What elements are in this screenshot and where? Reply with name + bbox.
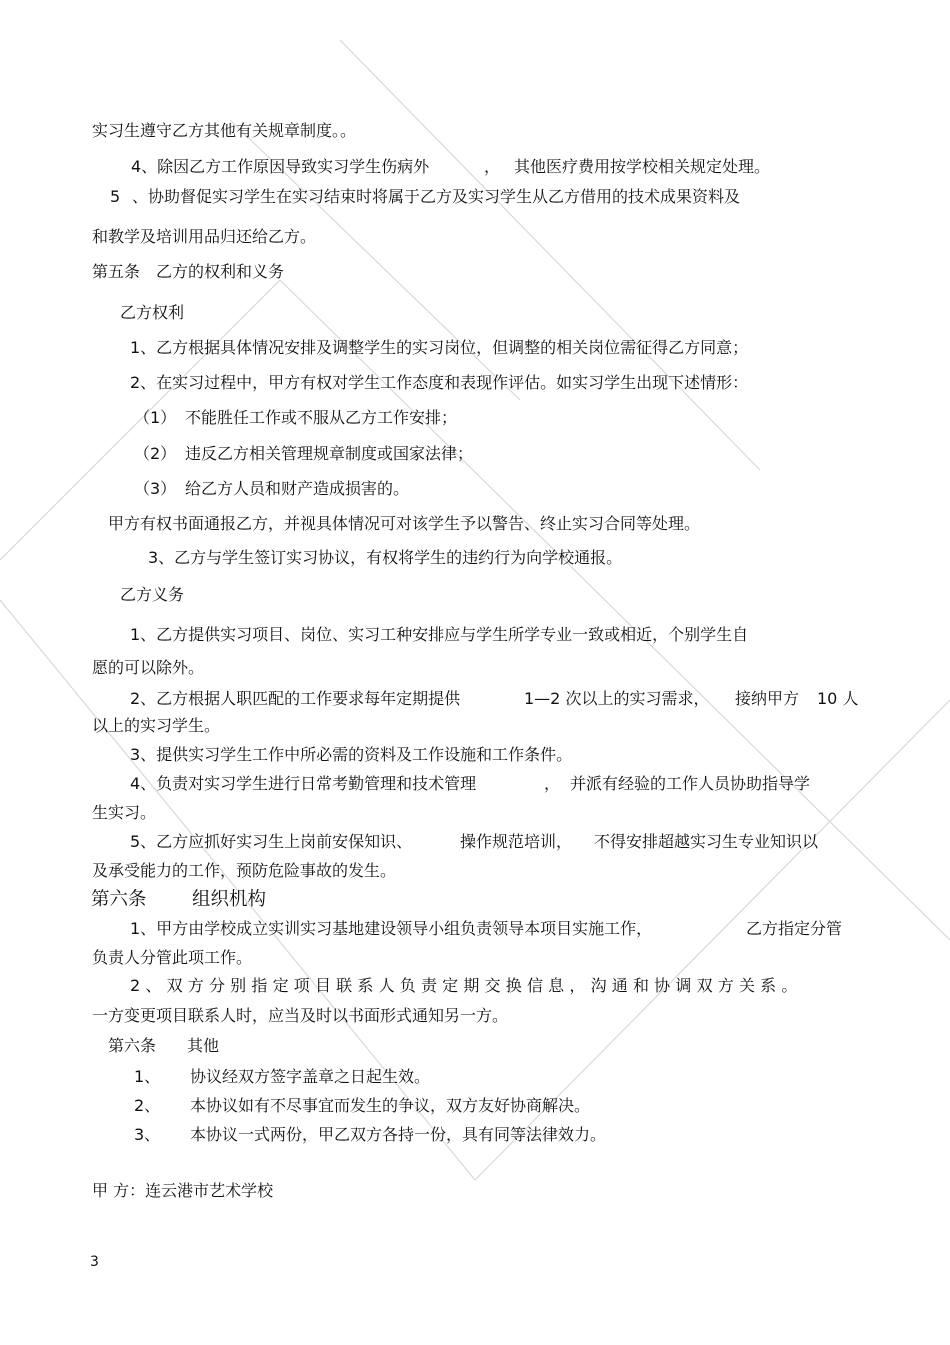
- section-heading: 第五条 乙方的权利和义务: [92, 262, 285, 281]
- text-line: 5: [110, 187, 121, 206]
- list-marker: （1）: [134, 408, 177, 427]
- text-line: 乙方指定分管: [746, 919, 843, 938]
- text-line: 实习生遵守乙方其他有关规章制度。。: [92, 121, 357, 140]
- text-line: ，: [484, 157, 501, 176]
- text-line: 2、在实习过程中，甲方有权对学生工作态度和表现作评估。如实习学生出现下述情形：: [130, 373, 749, 392]
- section-heading: 第六条: [91, 889, 147, 910]
- text-line: 及承受能力的工作，预防危险事故的发生。: [92, 861, 397, 880]
- text-line: 1、甲方由学校成立实训实习基地建设领导小组负责领导本项目实施工作，: [130, 919, 653, 938]
- list-marker: 1、: [134, 1067, 161, 1086]
- text-line: 违反乙方相关管理规章制度或国家法律；: [185, 444, 474, 463]
- text-line: 1—2 次以上的实习需求，: [524, 689, 710, 708]
- text-line: 1、乙方根据具体情况安排及调整学生的实习岗位，但调整的相关岗位需征得乙方同意；: [130, 338, 749, 357]
- section-heading: 第六条: [108, 1036, 157, 1055]
- section-heading: 组织机构: [192, 889, 267, 910]
- text-line: 本协议一式两份，甲乙双方各持一份，具有同等法律效力。: [190, 1125, 607, 1144]
- text-line: 、协助督促实习学生在实习结束时将属于乙方及实习学生从乙方借用的技术成果资料及: [132, 187, 741, 206]
- text-line: 愿的可以除外。: [92, 658, 205, 677]
- text-line: 给乙方人员和财产造成损害的。: [185, 479, 410, 498]
- text-line: 一方变更项目联系人时，应当及时以书面形式通知另一方。: [92, 1006, 509, 1025]
- subsection-heading: 乙方权利: [120, 303, 185, 322]
- subsection-heading: 乙方义务: [120, 585, 185, 604]
- text-line: 本协议如有不尽事宜而发生的争议，双方友好协商解决。: [190, 1096, 591, 1115]
- section-heading: 其他: [187, 1036, 220, 1055]
- signature-line: 甲 方：连云港市艺术学校: [92, 1181, 274, 1200]
- text-line: 以上的实习学生。: [92, 716, 221, 735]
- list-marker: （2）: [134, 444, 177, 463]
- text-line: 5、乙方应抓好实习生上岗前安保知识、: [130, 832, 413, 851]
- list-marker: 3、: [134, 1125, 161, 1144]
- text-line: 不能胜任工作或不服从乙方工作安排；: [185, 408, 458, 427]
- text-line: 3、乙方与学生签订实习协议，有权将学生的违约行为向学校通报。: [148, 548, 623, 567]
- text-line: 1、乙方提供实习项目、岗位、实习工种安排应与学生所学专业一致或相近，个别学生自: [130, 625, 749, 644]
- page-number: 3: [90, 1254, 99, 1270]
- list-marker: 2、: [134, 1096, 161, 1115]
- text-line: 其他医疗费用按学校相关规定处理。: [514, 157, 771, 176]
- text-line: 生实习。: [92, 803, 157, 822]
- text-line: 并派有经验的工作人员协助指导学: [570, 774, 811, 793]
- text-line: 和教学及培训用品归还给乙方。: [92, 227, 317, 246]
- text-line: 负责人分管此项工作。: [92, 948, 253, 967]
- text-line: 4、负责对实习学生进行日常考勤管理和技术管理: [130, 774, 477, 793]
- text-line: 3、提供实习学生工作中所必需的资料及工作设施和工作条件。: [130, 745, 573, 764]
- text-line: 甲方有权书面通报乙方，并视具体情况可对该学生予以警告、终止实习合同等处理。: [108, 514, 701, 533]
- text-line: 2、乙方根据人职匹配的工作要求每年定期提供: [130, 689, 461, 708]
- text-line: 2、双方分别指定项目联系人负责定期交换信息，沟通和协调双方关系。: [130, 976, 803, 995]
- text-line: 协议经双方签字盖章之日起生效。: [190, 1067, 431, 1086]
- text-line: 10 人: [817, 689, 859, 708]
- list-marker: （3）: [134, 479, 177, 498]
- text-line: 接纳甲方: [735, 689, 800, 708]
- text-line: 操作规范培训，: [460, 832, 573, 851]
- text-line: 不得安排超越实习生专业知识以: [594, 832, 819, 851]
- text-line: 4、除因乙方工作原因导致实习学生伤病外: [131, 157, 430, 176]
- text-line: ，: [544, 774, 561, 793]
